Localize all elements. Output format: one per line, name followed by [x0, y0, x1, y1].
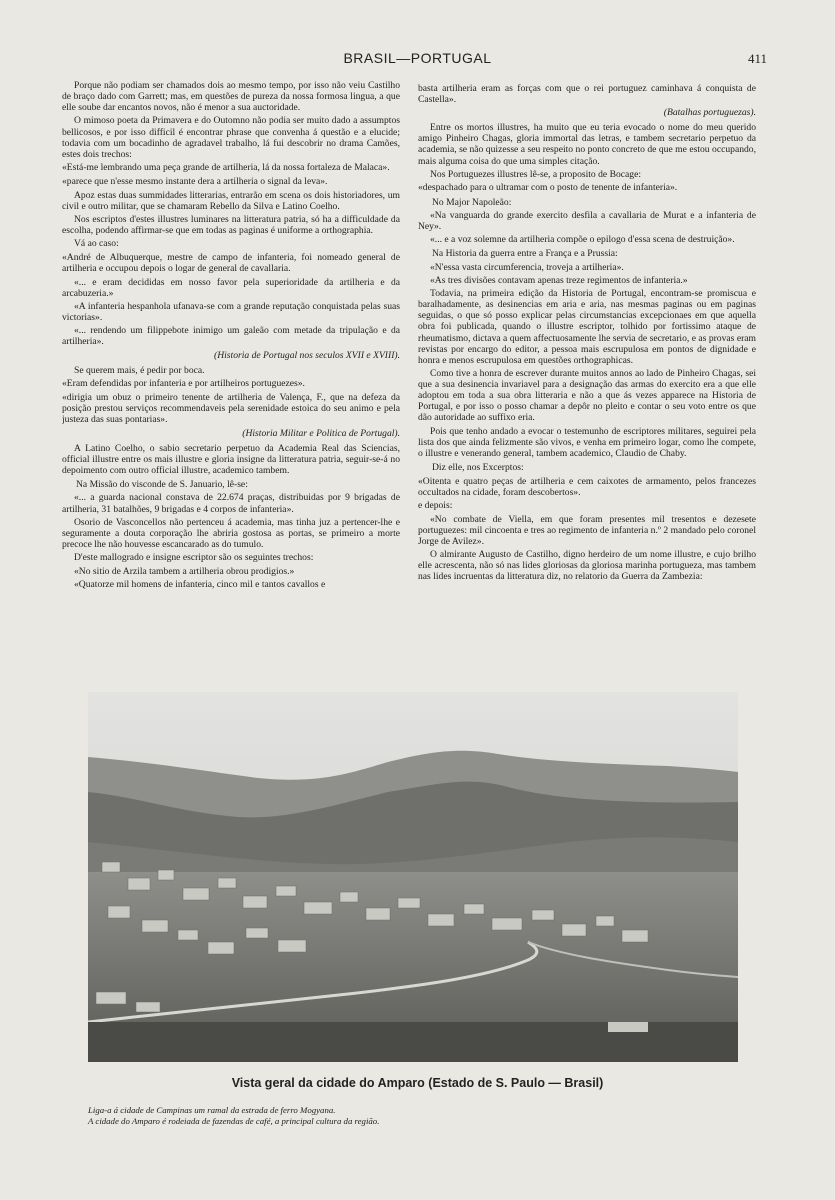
left-column-paragraph: Vá ao caso: [74, 238, 119, 250]
right-column-paragraph: (Batalhas portuguezas). [663, 107, 756, 119]
right-text-column [418, 80, 756, 692]
left-text-column [62, 80, 400, 692]
left-column-paragraph: Porque não podiam ser chamados dois ao mesmo tempo, por isso não veiu Castilho de braço dado com Garrett; mas, em questões de pureza da nossa formosa lingua, a que elle soube dar encantos novos, não é menor a sua auctoridade. [62, 80, 400, 114]
left-column-paragraph: «Quatorze mil homens de infanteria, cinco mil e tantos cavallos e [74, 578, 326, 590]
right-column-paragraph: No Major Napoleão: [432, 196, 512, 208]
photo-caption: Vista geral da cidade do Amparo (Estado de S. Paulo — Brasil) [231, 1076, 604, 1090]
running-title: BRASIL—PORTUGAL [343, 50, 492, 66]
right-column-paragraph: e depois: [418, 500, 453, 512]
right-column-paragraph: Entre os mortos illustres, ha muito que eu teria evocado o nome do meu querido amigo Pinheiro Chagas, gloria immortal das letras, e tambem secretario perpetuo da academia, se não quizesse a seu respeito no ponto concreto de que me estou occupando, mais alguma coisa do que uma simples citação. [418, 122, 756, 167]
right-column-paragraph: «... e a voz solemne da artilheria compõe o epilogo d'essa scena de destruição». [430, 234, 735, 246]
left-column-paragraph: «... e eram decididas em nosso favor pela superioridade da artilheria e da arcabuzeria.» [62, 276, 400, 299]
photo-caption-note [88, 1105, 588, 1126]
left-column-paragraph: Apoz estas duas summidades litterarias, entrarão em scena os dois historiadores, um civil e outro militar, que se chamaram Rebello da Silva e Latino Coelho. [62, 189, 400, 212]
right-column-paragraph: «Oitenta e quatro peças de artilheria e cem caixotes de armamento, pelos francezes occultados na cidade, foram descobertos». [418, 475, 756, 498]
left-column-paragraph: Nos escriptos d'estes illustres luminares na litteratura patria, só ha a difficuldade da escolha, podendo affirmar-se que em todas as paginas é uniforme a orthographia. [62, 213, 400, 236]
left-column-paragraph: «No sitio de Arzila tambem a artilheria obrou prodigios.» [74, 565, 295, 577]
right-column-paragraph: Diz elle, nos Excerptos: [432, 461, 524, 473]
amparo-city-photograph [88, 692, 738, 1062]
left-column-paragraph: (Historia de Portugal nos seculos XVII e XVIII). [214, 349, 400, 361]
left-column-paragraph: Osorio de Vasconcellos não pertenceu á academia, mas tinha juz a pertencer-lhe e seguramente a douta corporação lhe abriria gostosa as portas, se primeiro a morte precoce lhe não houvesse escancarado as do tumulo. [62, 516, 400, 550]
left-column-paragraph: Na Missão do visconde de S. Januario, lê-se: [76, 479, 248, 491]
left-column-paragraph: «dirigia um obuz o primeiro tenente de artilheria de Valença, F., que na defeza da posição prestou serviços recommendaveis pela serenidade estoica do seu animo e pela justeza das suas pontarias». [62, 391, 400, 426]
left-column-paragraph: «parece que n'esse mesmo instante dera a artilheria o signal da leva». [62, 175, 328, 187]
right-column-paragraph: Todavia, na primeira edição da Historia de Portugal, encontram-se promiscua e baralhadamente, as desinencias em aria e aria, nas mesmas paginas ou em paginas seguidas, o que só posso explicar pelas circumstancias excepcionaes em que aquella obra foi publicada, quando o illustre escriptor, tolhido por fortissimo ataque de rheumatismo, dictava a quem affectuosamente lhe servia de secretario, e as provas eram revistas por encargo do editor, a pessoa mais escrupulosa em pontos de dignidade e honra e menos escrupulosa em questões orthographicas. [418, 288, 756, 366]
right-column-paragraph: «N'essa vasta circumferencia, troveja a artilheria». [430, 261, 624, 273]
left-column-paragraph: (Historia Militar e Politica de Portugal). [242, 427, 400, 439]
caption-note-line: A cidade do Amparo é rodeiada de fazendas de café, a principal cultura da região. [88, 1115, 380, 1126]
right-column-paragraph: «No combate de Viella, em que foram presentes mil tresentos e dezesete portuguezes: mil cincoenta e tres ao regimento de infanteria n.º 2 mandado pelo coronel Jorge de Avilez». [418, 513, 756, 547]
right-column-paragraph: «As tres divisões contavam apenas treze regimentos de infanteria.» [430, 274, 688, 286]
left-column-paragraph: A Latino Coelho, o sabio secretario perpetuo da Academia Real das Sciencias, official illustre entre os mais illustre e gloria insigne da litteratura patria, seguir-se-á no depoimento com outro official illustre, academico tambem. [62, 442, 400, 477]
right-column-paragraph: O almirante Augusto de Castilho, digno herdeiro de um nome illustre, e cujo brilho elle acrescenta, não só nas lides gloriosas da gloriosa marinha portugueza, mas tambem nas lides incruentas da litteratura diz, no relatorio da Guerra da Zambezia: [418, 549, 756, 583]
right-column-paragraph: Na Historia da guerra entre a França e a Prussia: [432, 248, 618, 260]
right-column-paragraph: Nos Portuguezes illustres lê-se, a proposito de Bocage: [430, 168, 642, 180]
right-column-paragraph: «despachado para o ultramar com o posto de tenente de infanteria». [418, 182, 678, 194]
caption-note-line: Liga-a á cidade de Campinas um ramal da estrada de ferro Mogyana. [88, 1105, 336, 1115]
left-column-paragraph: D'este mallogrado e insigne escriptor são os seguintes trechos: [74, 552, 314, 564]
left-column-paragraph: «... a guarda nacional constava de 22.674 praças, distribuidas por 9 brigadas de artilheria, 31 batalhões, 9 brigadas e 4 corpos de infanteria». [62, 492, 400, 515]
right-column-paragraph: Pois que tenho andado a evocar o testemunho de escriptores militares, seguirei pela lista dos que ainda felizmente são vivos, e venha em primeiro logar, como lhe compete, o illustre e venerando general, tambem academico, Claudio de Chaby. [418, 425, 756, 459]
left-column-paragraph: Se querem mais, é pedir por boca. [74, 364, 205, 376]
left-column-paragraph: «A infanteria hespanhola ufanava-se com a grande reputação conquistada pelas suas victorias». [62, 300, 400, 324]
left-column-paragraph: «Está-me lembrando uma peça grande de artilheria, lá da nossa fortaleza de Malaca». [62, 162, 390, 174]
left-column-paragraph: «André de Albuquerque, mestre de campo de infanteria, foi nomeado general de artilheria e occupou depois o logar de general de cavallaria. [62, 251, 400, 274]
right-column-paragraph: Como tive a honra de escrever durante muitos annos ao lado de Pinheiro Chagas, sei que a sua desinencia invariavel para a designação das armas do exercito era a que elle adoptou em toda a sua obra litteraria e não a que ás vezes apparece na Historia de Portugal, e por isso o posso chamar a depôr no pleito e contar o seu voto entre os que dão autoridade ao suffixo eria. [418, 367, 756, 424]
right-column-paragraph: basta artilheria eram as forças com que o rei portuguez caminhava á conquista de Castella». [418, 82, 756, 105]
left-column-paragraph: O mimoso poeta da Primavera e do Outomno não podia ser muito dado a assumptos bellicosos, e por isso difficil é encontrar phrase que convenha á questão e a elucide; todavia com um bocadinho de agradavel trabalho, lá fui descobrir no drama Camões, estes dois trechos: [62, 115, 400, 160]
right-column-paragraph: «Na vanguarda do grande exercito desfila a cavallaria de Murat e a infanteria de Ney». [418, 209, 756, 232]
photo-illustration [88, 692, 738, 1062]
left-column-paragraph: «... rendendo um filippebote inimigo um galeão com metade da tripulação e da artilheria». [62, 325, 400, 348]
page-number: 411 [747, 51, 767, 66]
page-header [0, 50, 835, 70]
left-column-paragraph: «Eram defendidas por infanteria e por artilheiros portuguezes». [62, 378, 305, 390]
